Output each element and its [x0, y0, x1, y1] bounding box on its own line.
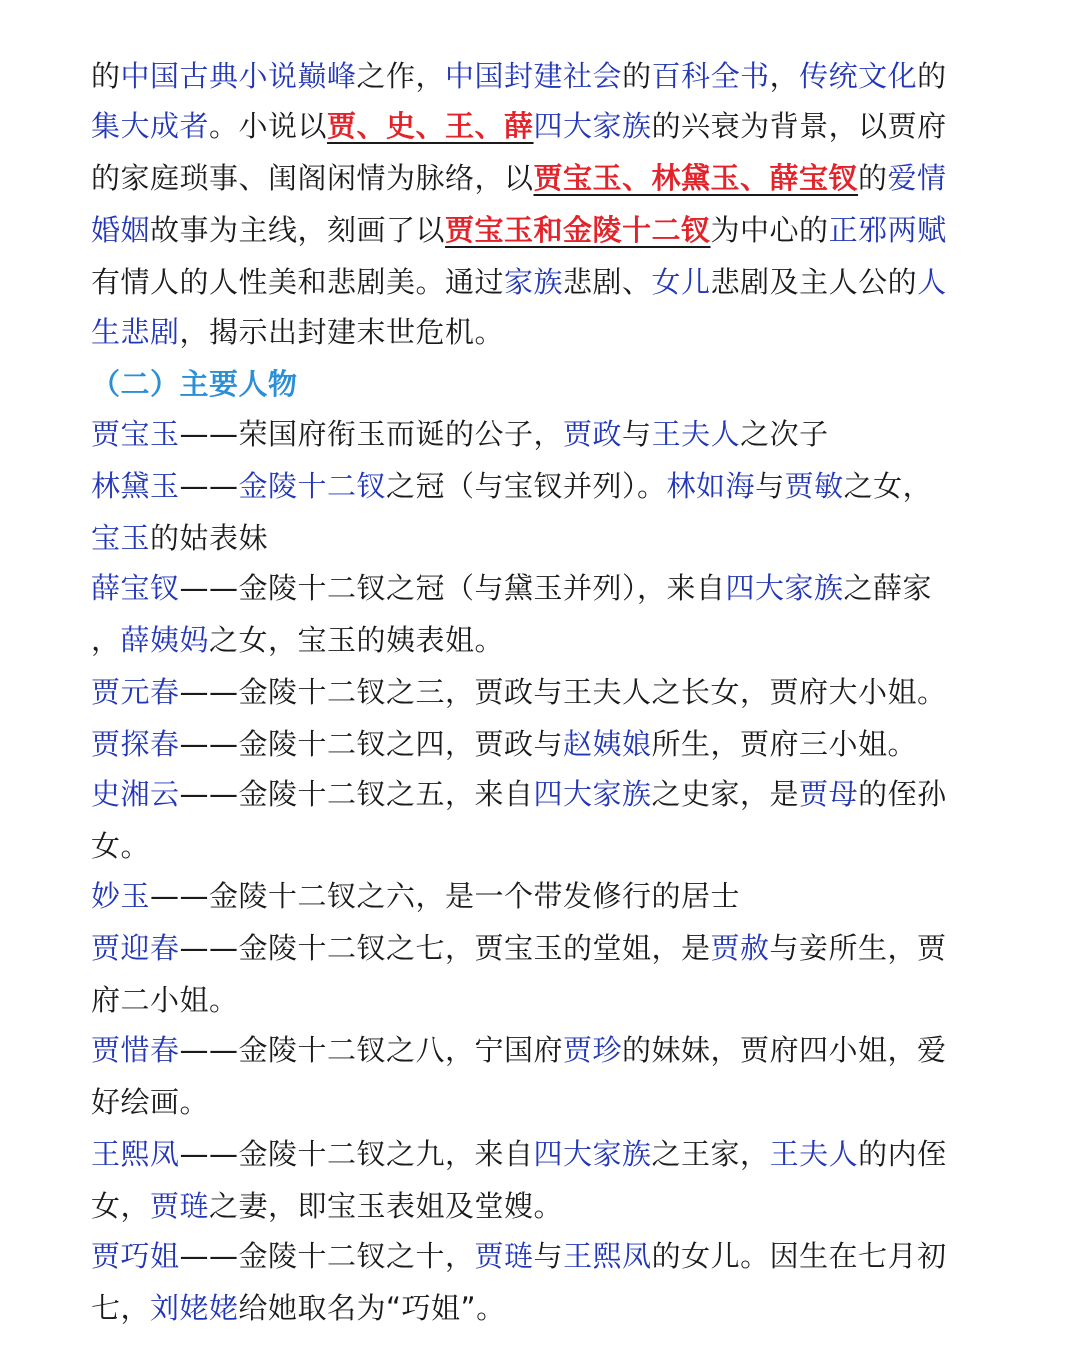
keyword-run: 家族: [504, 265, 564, 299]
text-run: ，: [769, 59, 800, 93]
keyword-run: 四大家族: [533, 777, 652, 811]
text-run: 之次子: [740, 417, 829, 451]
text-run: ——金陵十二钗之六，是一个带发修行的居士: [150, 879, 741, 913]
emphasis-run: 贾、史、王、薛: [327, 109, 534, 143]
text-line: [91, 826, 150, 866]
text-run: 所生，贾府三小姐。: [651, 727, 918, 761]
text-run: 女，: [91, 1189, 151, 1223]
text-run: 的兴衰为背景，以贾府: [651, 109, 947, 143]
text-run: 的女儿。因生在七月初: [651, 1239, 947, 1273]
text-run: 与妾所生，贾: [769, 931, 947, 965]
text-run: 之妻，即宝玉表姐及堂嫂。: [209, 1189, 564, 1223]
text-run: ——金陵十二钗之冠（与黛玉并列），来自: [179, 571, 726, 605]
keyword-run: 王熙凤: [91, 1137, 180, 1171]
text-run: 给她取名为“巧姐”。: [238, 1291, 506, 1325]
text-run: ——金陵十二钗之三，贾政与王夫人之长女，贾府大小姐。: [179, 675, 947, 709]
text-run: 女。: [91, 829, 151, 863]
text-line: [91, 364, 298, 404]
keyword-run: 贾政: [563, 417, 623, 451]
text-run: 之作，: [356, 59, 446, 93]
text-line: [91, 466, 932, 506]
keyword-run: 贾惜春: [91, 1033, 180, 1067]
keyword-run: 贾母: [799, 777, 859, 811]
text-line: [91, 158, 947, 198]
text-run: ——荣国府衔玉而诞的公子，: [179, 417, 564, 451]
text-run: 悲剧、: [563, 265, 652, 299]
keyword-run: 林黛玉: [91, 469, 180, 503]
text-line: [91, 620, 504, 660]
keyword-run: 传统文化: [799, 59, 918, 93]
text-line: [91, 1134, 947, 1174]
keyword-run: 贾赦: [710, 931, 770, 965]
text-run: ——金陵十二钗之八，宁国府: [179, 1033, 564, 1067]
text-run: ，: [91, 623, 121, 657]
text-line: [91, 312, 504, 352]
text-run: ——金陵十二钗之四，贾政与: [179, 727, 564, 761]
keyword-run: 贾巧姐: [91, 1239, 180, 1273]
keyword-run: 妙玉: [91, 879, 151, 913]
keyword-run: 赵姨娘: [563, 727, 652, 761]
text-run: 的内侄: [858, 1137, 947, 1171]
text-line: [91, 414, 829, 454]
text-run: ——: [179, 469, 239, 503]
text-line: [91, 106, 947, 146]
text-line: [91, 262, 947, 302]
text-run: 之女，: [843, 469, 933, 503]
text-run: 与: [755, 469, 785, 503]
text-run: ——金陵十二钗之五，来自: [179, 777, 534, 811]
keyword-run: 贾敏: [784, 469, 844, 503]
keyword-run: 四大家族: [725, 571, 844, 605]
keyword-run: 百科全书: [651, 59, 770, 93]
keyword-run: 婚姻: [91, 213, 151, 247]
keyword-run: 金陵十二钗: [238, 469, 387, 503]
text-run: ——金陵十二钗之九，来自: [179, 1137, 534, 1171]
text-line: [91, 518, 268, 558]
text-run: 之王家，: [651, 1137, 770, 1171]
keyword-run: 刘姥姥: [150, 1291, 239, 1325]
text-run: 的: [858, 161, 888, 195]
text-line: [91, 1082, 209, 1122]
section-heading: （二）主要人物: [91, 367, 298, 401]
keyword-run: 宝玉: [91, 521, 151, 555]
keyword-run: 薛姨妈: [120, 623, 210, 657]
keyword-run: 贾元春: [91, 675, 180, 709]
text-run: 。小说以: [209, 109, 328, 143]
keyword-run: 史湘云: [91, 777, 180, 811]
keyword-run: 贾琏: [150, 1189, 210, 1223]
keyword-run: 集大成者: [91, 109, 210, 143]
text-run: 有情人的人性美和悲剧美。通过: [91, 265, 505, 299]
text-run: 的: [622, 59, 652, 93]
keyword-run: 贾宝玉: [91, 417, 180, 451]
text-line: [91, 774, 947, 814]
text-line: [91, 1236, 947, 1276]
text-run: 之女，宝玉的姨表姐。: [209, 623, 505, 657]
text-run: 之薛家: [843, 571, 933, 605]
text-run: ——金陵十二钗之七，贾宝玉的堂姐，是: [179, 931, 711, 965]
keyword-run: 贾琏: [474, 1239, 534, 1273]
text-line: [91, 980, 239, 1020]
text-run: 七，: [91, 1291, 151, 1325]
keyword-run: 四大家族: [533, 109, 652, 143]
keyword-run: 贾迎春: [91, 931, 180, 965]
keyword-run: 四大家族: [533, 1137, 652, 1171]
text-line: [91, 568, 932, 608]
text-run: 的侄孙: [858, 777, 947, 811]
keyword-run: 贾珍: [563, 1033, 623, 1067]
text-run: 为中心的: [710, 213, 829, 247]
keyword-run: 薛宝钗: [91, 571, 180, 605]
text-line: [91, 1186, 563, 1226]
keyword-run: 爱情: [887, 161, 947, 195]
text-line: [91, 210, 947, 250]
keyword-run: 王熙凤: [563, 1239, 652, 1273]
text-line: [91, 1030, 947, 1070]
text-run: 之冠（与宝钗并列）。: [386, 469, 667, 503]
text-run: 与: [622, 417, 652, 451]
text-run: 府二小姐。: [91, 983, 239, 1017]
text-run: 悲剧及主人公的: [710, 265, 918, 299]
text-line: [91, 56, 947, 96]
emphasis-run: 贾宝玉、林黛玉、薛宝钗: [533, 161, 859, 195]
text-run: 的姑表妹: [150, 521, 269, 555]
text-run: 故事为主线，刻画了以: [150, 213, 446, 247]
keyword-run: 生悲剧: [91, 315, 180, 349]
text-run: ——金陵十二钗之十，: [179, 1239, 475, 1273]
keyword-run: 中国古典小说巅峰: [120, 59, 357, 93]
text-line: [91, 1288, 506, 1328]
text-run: 好绘画。: [91, 1085, 210, 1119]
text-run: 的: [91, 59, 121, 93]
keyword-run: 贾探春: [91, 727, 180, 761]
text-run: 之史家，是: [651, 777, 800, 811]
text-run: 与: [533, 1239, 564, 1273]
text-line: [91, 876, 740, 916]
keyword-run: 王夫人: [769, 1137, 859, 1171]
text-run: 的家庭琐事、闺阁闲情为脉络，以: [91, 161, 534, 195]
keyword-run: 林如海: [666, 469, 756, 503]
text-run: 的: [917, 59, 947, 93]
keyword-run: 中国封建社会: [445, 59, 623, 93]
emphasis-run: 贾宝玉和金陵十二钗: [445, 213, 711, 247]
text-line: [91, 672, 947, 712]
keyword-run: 王夫人: [651, 417, 741, 451]
text-line: [91, 724, 917, 764]
keyword-run: 人: [917, 265, 947, 299]
text-run: ，揭示出封建末世危机。: [179, 315, 505, 349]
keyword-run: 正邪两赋: [828, 213, 947, 247]
keyword-run: 女儿: [651, 265, 711, 299]
text-line: [91, 928, 947, 968]
text-run: 的妹妹，贾府四小姐，爱: [622, 1033, 947, 1067]
